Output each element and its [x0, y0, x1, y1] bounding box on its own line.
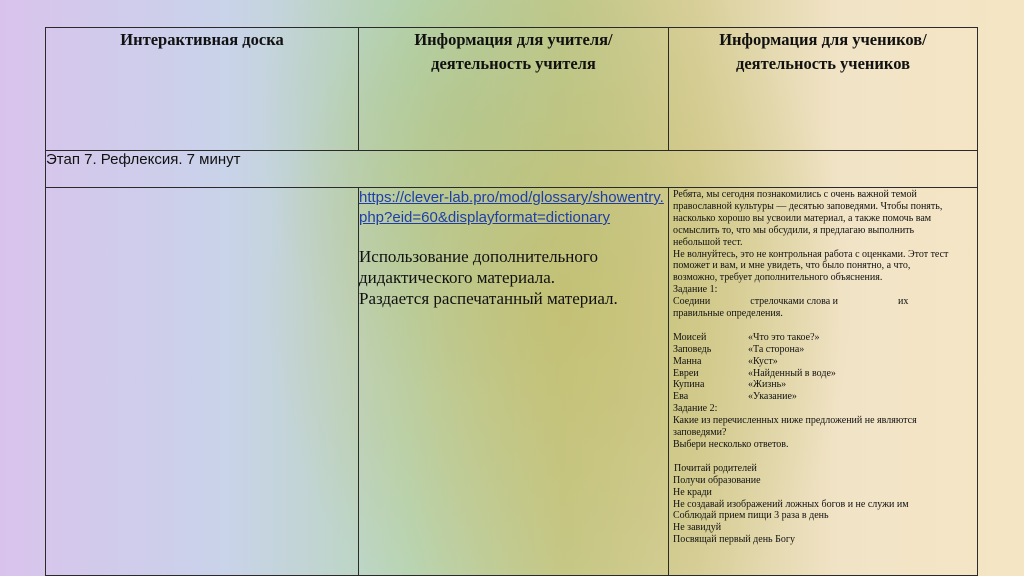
student-task-text	[669, 188, 977, 575]
answer-option: Соблюдай прием пищи 3 раза в день	[673, 510, 829, 522]
task2-question: заповедями?	[673, 427, 727, 439]
match-pair	[673, 332, 973, 344]
task1-word2: стрелочками слова и	[750, 296, 839, 308]
pair-term: Купина	[673, 379, 705, 391]
pair-definition: «Та сторона»	[748, 343, 805, 355]
match-pair	[673, 368, 973, 380]
header-col1-text: Интерактивная доска	[120, 30, 284, 49]
header-row	[46, 28, 978, 151]
task1-word1: Соедини	[673, 296, 711, 308]
answer-option: Не кради	[673, 486, 712, 498]
stage-title: Этап 7. Рефлексия. 7 минут	[46, 151, 978, 188]
teacher-info-cell	[359, 188, 669, 576]
intro-line: насколько хорошо вы усвоили материал, а также помочь вам	[673, 212, 932, 224]
pair-term: Манна	[673, 355, 702, 367]
match-pair	[673, 379, 973, 391]
pair-term: Евреи	[673, 367, 699, 379]
pair-term: Заповедь	[673, 343, 712, 355]
stage-row	[46, 151, 978, 188]
answer-option: Получи образование	[673, 474, 761, 486]
teacher-desc-line1: Использование дополнительного	[359, 247, 598, 266]
answer-option: Посвящай первый день Богу	[673, 534, 795, 546]
answer-option: Не создавай изображений ложных богов и не служи им	[673, 498, 909, 510]
intro-line: Не волнуйтесь, это не контрольная работа с оценками. Этот тест	[673, 248, 949, 260]
student-info-cell	[669, 188, 978, 576]
glossary-link[interactable]: https://clever-lab.pro/mod/glossary/showentry.php?eid=60&displayformat=dictionary	[359, 189, 664, 226]
header-col2-line2: деятельность учителя	[431, 54, 596, 73]
pair-term: Моисей	[673, 331, 707, 343]
match-pair	[673, 344, 973, 356]
pair-definition: «Найденный в воде»	[748, 367, 836, 379]
intro-line: небольшой тест.	[673, 236, 743, 248]
task1-instruction-line2: правильные определения.	[673, 308, 783, 320]
intro-line: Ребята, мы сегодня познакомились с очень важной темой	[673, 189, 917, 200]
task1-instruction	[673, 296, 973, 308]
header-col3-line1: Информация для учеников/	[719, 30, 927, 49]
content-row	[46, 188, 978, 576]
teacher-desc-line2: дидактического материала.	[359, 268, 556, 287]
header-student-info	[669, 28, 978, 151]
task1-word3: их	[898, 296, 909, 308]
teacher-desc-line3: Раздается распечатанный материал.	[359, 289, 618, 308]
teacher-description	[359, 246, 668, 309]
match-pair	[673, 356, 973, 368]
interactive-board-cell	[46, 188, 359, 576]
answer-option: Не завидуй	[673, 522, 722, 534]
task1-title: Задание 1:	[673, 284, 718, 296]
lesson-plan-table	[45, 27, 978, 576]
intro-line: поможет и вам, и мне увидеть, что было понятно, а что,	[673, 260, 911, 272]
pair-term: Ева	[673, 391, 689, 403]
intro-line: православной культуры — десятью заповедями. Чтобы понять,	[673, 200, 943, 212]
header-col3-line2: деятельность учеников	[736, 54, 910, 73]
header-interactive-board	[46, 28, 359, 151]
task2-question: Какие из перечисленных ниже предложений не являются	[673, 415, 917, 427]
pair-definition: «Жизнь»	[748, 379, 787, 391]
header-teacher-info	[359, 28, 669, 151]
pair-definition: «Что это такое?»	[748, 331, 820, 343]
header-col2-line1: Информация для учителя/	[414, 30, 613, 49]
pair-definition: «Куст»	[748, 355, 778, 367]
spacer	[673, 451, 973, 463]
intro-line: возможно, требует дополнительного объяснения.	[673, 272, 883, 284]
intro-line: осмыслить то, что мы обсудили, я предлагаю выполнить	[673, 224, 915, 236]
pair-definition: «Указание»	[748, 391, 797, 403]
task2-title: Задание 2:	[673, 403, 718, 415]
task2-hint: Выбери несколько ответов.	[673, 439, 789, 451]
match-pair	[673, 391, 973, 403]
answer-option: Почитай родителей	[674, 462, 757, 474]
spacer	[673, 320, 973, 332]
